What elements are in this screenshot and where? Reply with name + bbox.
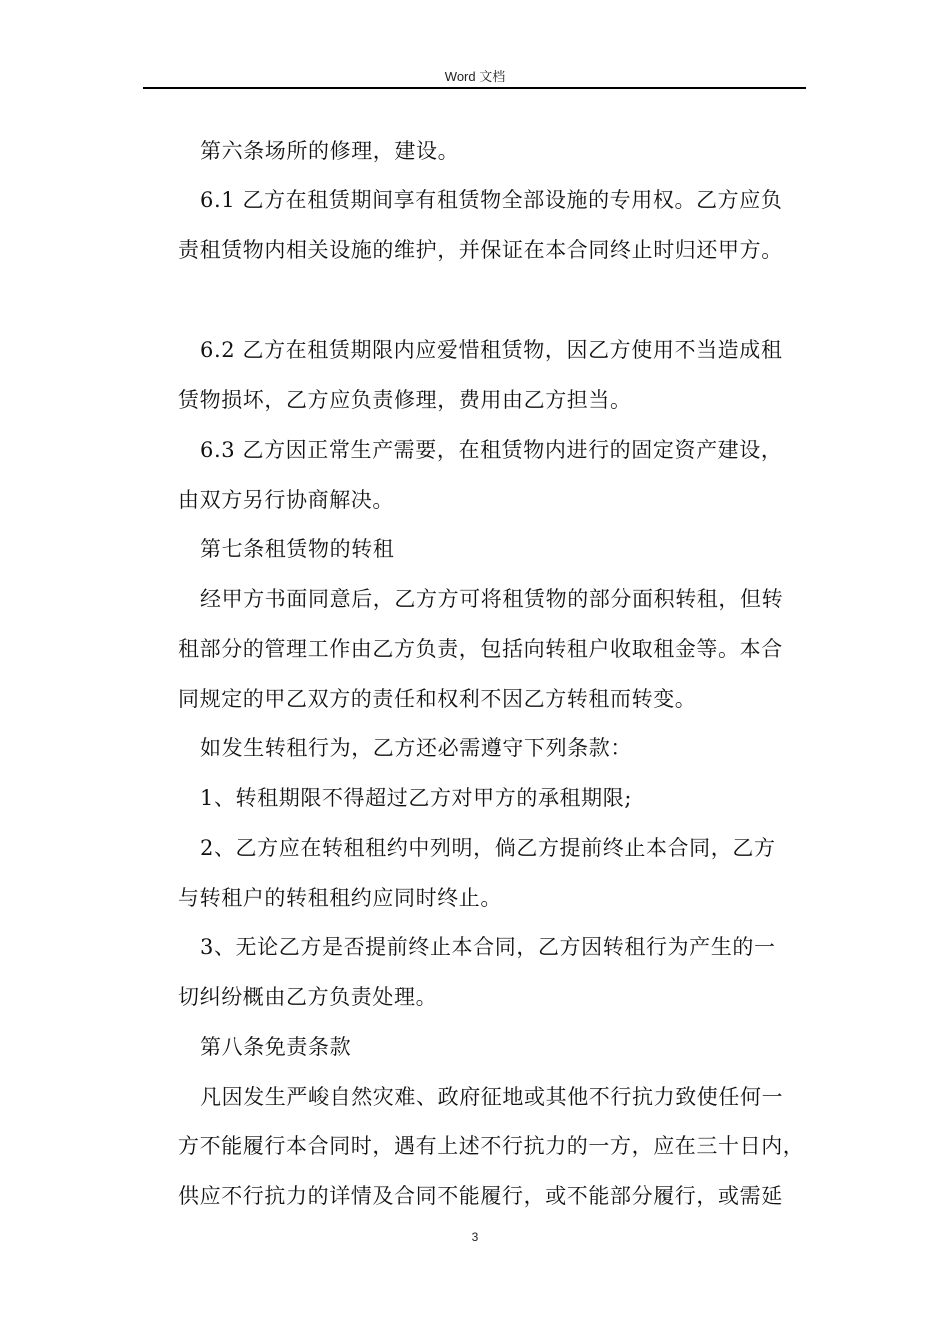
article-6-heading: 第六条场所的修理，建设。 (200, 139, 460, 163)
sublease-item-2-line-1: 2、乙方应在转租租约中列明，倘乙方提前终止本合同，乙方 (200, 836, 776, 860)
clause-6-3-line-2: 由双方另行协商解决。 (178, 488, 394, 512)
sublease-item-2-line-2: 与转租户的转租租约应同时终止。 (178, 886, 502, 910)
page-number: 3 (471, 1230, 479, 1244)
article-8-para-line-3: 供应不行抗力的详情及合同不能履行，或不能部分履行，或需延 (178, 1184, 783, 1208)
clause-6-2-line-2: 赁物损坏，乙方应负责修理，费用由乙方担当。 (178, 388, 632, 412)
sublease-item-3-line-2: 切纠纷概由乙方负责处理。 (178, 985, 438, 1009)
header-divider (143, 87, 806, 89)
sublease-item-3-line-1: 3、无论乙方是否提前终止本合同，乙方因转租行为产生的一 (200, 935, 776, 959)
article-7-heading: 第七条租赁物的转租 (200, 537, 395, 561)
article-8-heading: 第八条免责条款 (200, 1035, 352, 1059)
article-7-para-line-2: 租部分的管理工作由乙方负责，包括向转租户收取租金等。本合 (178, 637, 783, 661)
clause-6-2-line-1: 6.2 乙方在租赁期限内应爱惜租赁物，因乙方使用不当造成租 (200, 338, 783, 362)
clause-6-1-line-2: 责租赁物内相关设施的维护，并保证在本合同终止时归还甲方。 (178, 238, 783, 262)
sublease-item-1: 1、转租期限不得超过乙方对甲方的承租期限; (200, 786, 633, 810)
article-7-para-line-1: 经甲方书面同意后，乙方方可将租赁物的部分面积转租，但转 (200, 587, 784, 611)
clause-6-3-line-1: 6.3 乙方因正常生产需要，在租赁物内进行的固定资产建设， (200, 438, 783, 462)
article-8-para-line-1: 凡因发生严峻自然灾难、政府征地或其他不行抗力致使任何一 (200, 1085, 784, 1109)
article-8-para-line-2: 方不能履行本合同时，遇有上述不行抗力的一方，应在三十日内， (178, 1134, 805, 1158)
page-header-title: Word 文档 (444, 69, 506, 84)
clause-6-1-line-1: 6.1 乙方在租赁期间享有租赁物全部设施的专用权。乙方应负 (200, 188, 783, 212)
article-7-para-line-3: 同规定的甲乙双方的责任和权利不因乙方转租而转变。 (178, 687, 697, 711)
sublease-intro: 如发生转租行为，乙方还必需遵守下列条款： (200, 736, 632, 760)
